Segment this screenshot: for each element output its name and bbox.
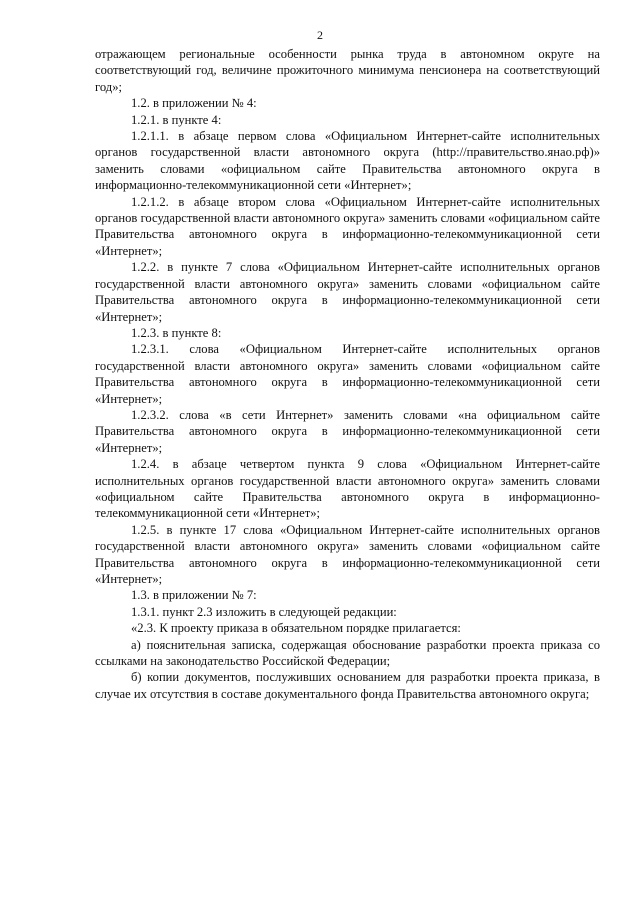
paragraph: а) пояснительная записка, содержащая обоснование разработки проекта приказа со ссылками на законодательство Российской Федерации; [95, 637, 600, 669]
paragraph: 1.2.3. в пункте 8: [131, 325, 222, 340]
document-body [95, 46, 600, 702]
paragraph: 1.3. в приложении № 7: [131, 588, 257, 603]
paragraph: 1.2. в приложении № 4: [131, 96, 257, 111]
paragraph: 1.2.5. в пункте 17 слова «Официальном Интернет-сайте исполнительных органов государственной власти автономного округа» заменить словами «официальном сайте Правительства автономного округа в информационно-телекоммуникационной сети «Интернет»; [95, 522, 600, 586]
paragraph: 1.2.1. в пункте 4: [131, 112, 222, 127]
paragraph: 1.2.1.2. в абзаце втором слова «Официальном Интернет-сайте исполнительных органов государственной власти автономного округа» заменить словами «официальном сайте Правительства автономного округа в информационно-телекоммуникационной сети «Интернет»; [95, 194, 600, 258]
page-number: 2 [317, 28, 323, 42]
paragraph: б) копии документов, послуживших основанием для разработки проекта приказа, в случае их отсутствия в составе документального фонда Правительства автономного округа; [95, 670, 600, 701]
paragraph: 1.3.1. пункт 2.3 изложить в следующей редакции: [131, 604, 397, 619]
paragraph: 1.2.2. в пункте 7 слова «Официальном Интернет-сайте исполнительных органов государственной власти автономного округа» заменить словами «официальном сайте Правительства автономного округа в информационно-телекоммуникационной сети «Интернет»; [95, 260, 600, 324]
paragraph: «2.3. К проекту приказа в обязательном порядке прилагается: [131, 621, 461, 636]
paragraph: 1.2.4. в абзаце четвертом пункта 9 слова «Официальном Интернет-сайте исполнительных органов государственной власти автономного округа» заменить словами «официальном сайте Правительства автономного округа в информационно-телекоммуникационной сети «Интернет»; [95, 457, 600, 521]
paragraph: отражающем региональные особенности рынка труда в автономном округе на соответствующий год, величине прожиточного минимума пенсионера на соответствующий год»; [95, 47, 600, 94]
paragraph: 1.2.3.2. слова «в сети Интернет» заменить словами «на официальном сайте Правительства автономного округа в информационно-телекоммуникационной сети «Интернет»; [95, 407, 600, 455]
paragraph: 1.2.1.1. в абзаце первом слова «Официальном Интернет-сайте исполнительных органов государственной власти автономного округа (http://правительство.янао.рф)» заменить словами «официальном сайте Правительства автономного округа в информационно-телекоммуникационной сети «Интернет»; [95, 129, 600, 193]
paragraph: 1.2.3.1. слова «Официальном Интернет-сайте исполнительных органов государственной власти автономного округа» заменить словами «официальном сайте Правительства автономного округа в информационно-телекоммуникационной сети «Интернет»; [95, 342, 600, 406]
